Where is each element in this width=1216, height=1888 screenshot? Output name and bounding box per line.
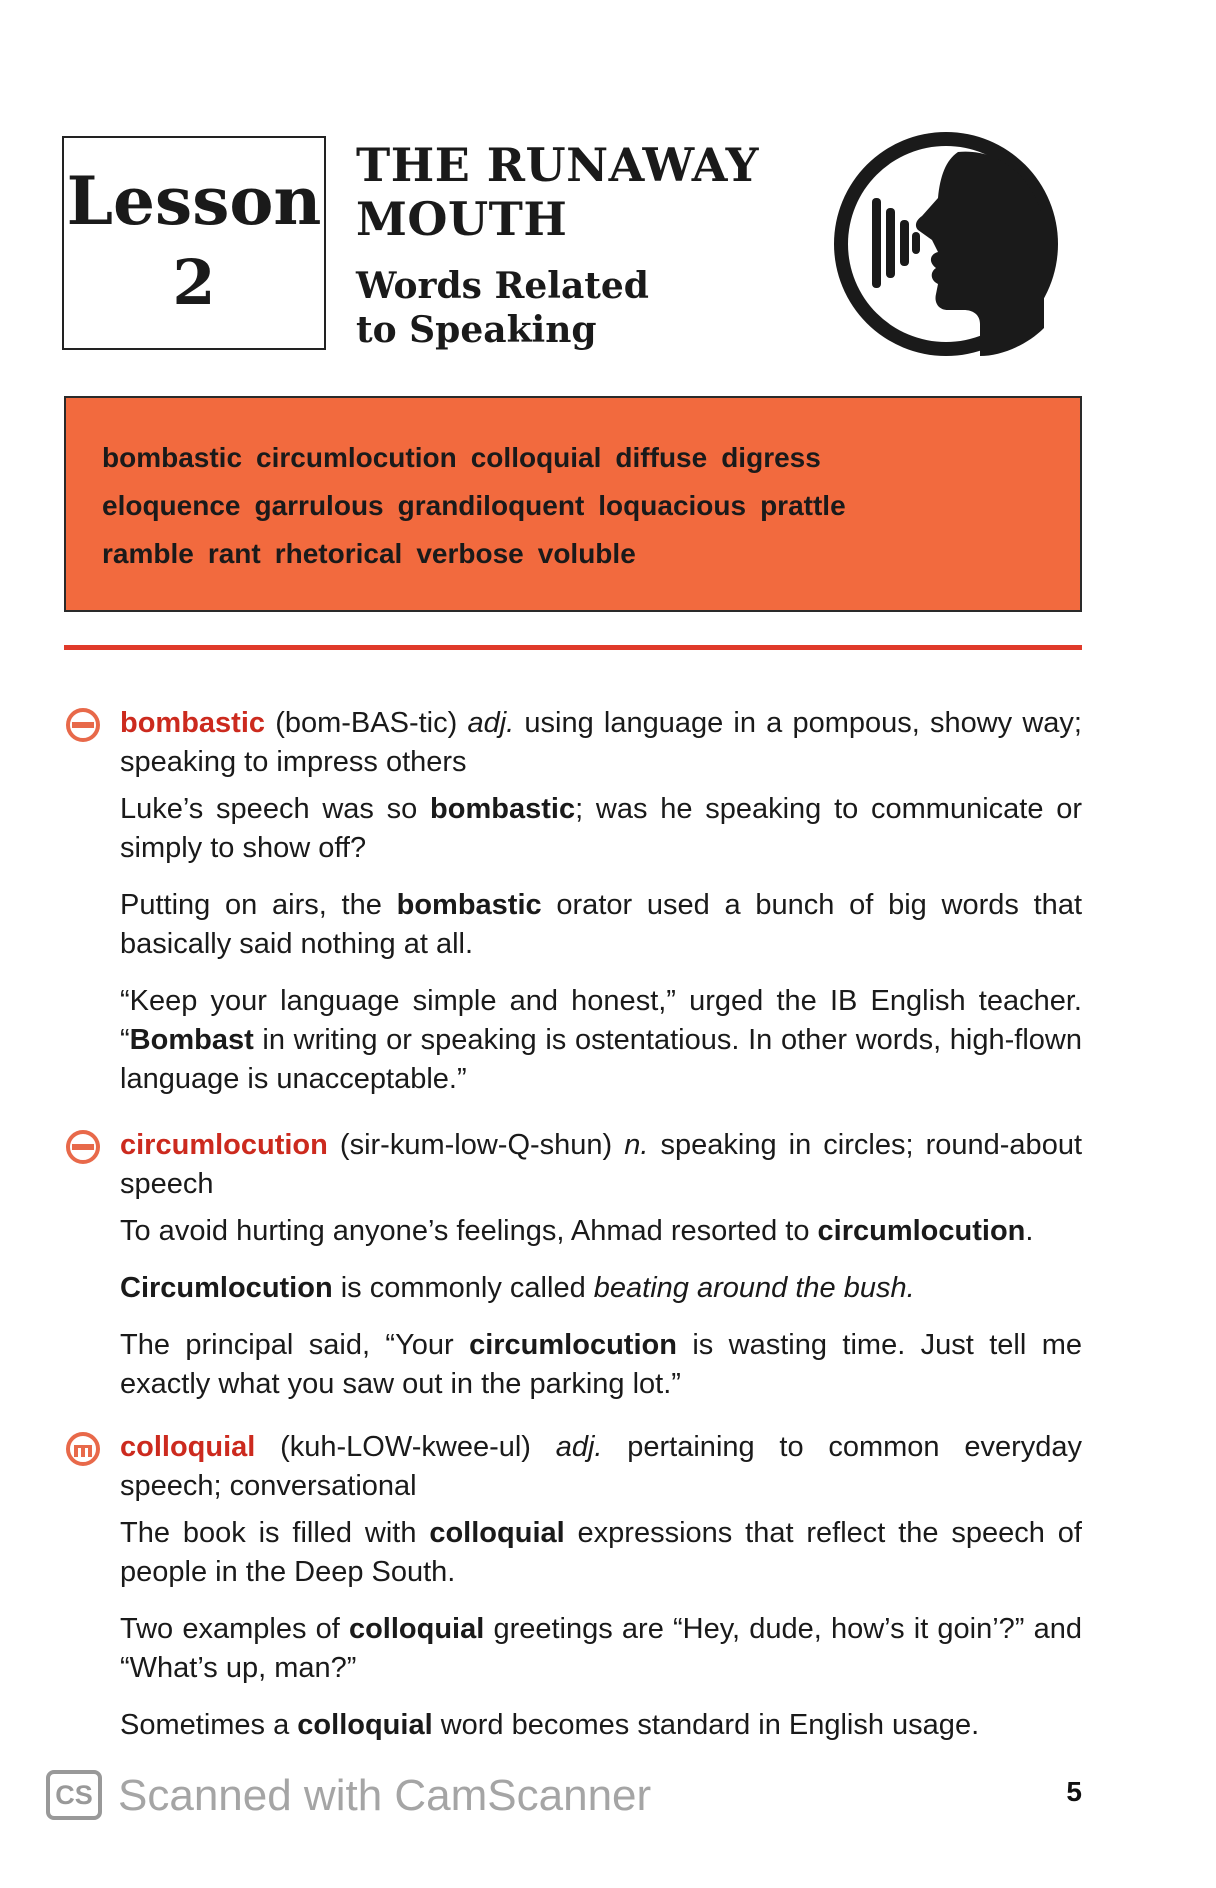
vocabulary-row-2 [102,482,1044,530]
speaking-head-icon [830,128,1062,360]
entry-colloquial [120,1428,1082,1745]
vocab-word: colloquial [470,442,602,473]
vocab-word: grandiloquent [397,490,585,521]
entry-word: colloquial [120,1431,256,1463]
example-sentence: Two examples of colloquial greetings are “Hey, dude, how’s it goin’?” and “What’s up, man?” [120,1613,1083,1684]
entry-definition: pertaining to common everyday speech; conversational [120,1431,1082,1502]
vocab-word: eloquence [102,490,241,521]
entry-pronunciation: (kuh-LOW-kwee-ul) [255,1431,556,1463]
lesson-subtitle [356,264,776,352]
vocab-word: verbose [416,538,524,569]
vocabulary-row-1 [102,434,1044,482]
entry-circumlocution [120,1126,1082,1404]
example-sentence: Putting on airs, the bombastic orator used a bunch of big words that basically said nothing at all. [120,889,1083,960]
example-sentence: To avoid hurting anyone’s feelings, Ahmad resorted to circumlocution. [120,1215,1034,1247]
entry-part-of-speech: adj. [555,1431,603,1463]
example-sentence: Luke’s speech was so bombastic; was he speaking to communicate or simply to show off? [120,793,1083,864]
example-sentence: “Keep your language simple and honest,” urged the IB English teacher. “Bombast in writing or speaking is ostentatious. In other words, high-flown language is unacceptable.” [120,985,1082,1095]
title-line-1: THE RUNAWAY [356,138,760,192]
vocabulary-box [64,396,1082,612]
entry-pronunciation: (bom-BAS-tic) [265,707,468,739]
entry-part-of-speech: adj. [467,707,515,739]
subtitle-line-2: to Speaking [356,309,597,351]
lesson-number: 2 [172,246,216,319]
vocab-word: voluble [537,538,636,569]
entry-word: circumlocution [120,1129,328,1161]
camscanner-logo-icon: CS [46,1770,102,1820]
entry-definition: using language in a pompous, showy way; speaking to impress others [120,707,1082,778]
entry-pronunciation: (sir-kum-low-Q-shun) [327,1129,625,1161]
vocab-word: circumlocution [256,442,457,473]
example-sentence: Sometimes a colloquial word becomes standard in English usage. [120,1709,980,1741]
vocab-word: digress [721,442,821,473]
vocab-word: garrulous [254,490,384,521]
page-number: 5 [1066,1776,1082,1807]
vocab-word: loquacious [598,490,747,521]
pronunciation-badge-icon [66,1130,100,1164]
vocabulary-row-3 [102,530,1044,578]
lesson-box [62,136,326,350]
lesson-title [356,138,776,246]
example-sentence: Circumlocution is commonly called beating around the bush. [120,1272,915,1304]
title-block [356,138,776,352]
vocab-word: prattle [760,490,846,521]
vocab-word: ramble [102,538,194,569]
entry-headline [120,704,1082,782]
section-divider [64,645,1082,650]
vocab-word: diffuse [615,442,708,473]
page-footer [46,1762,1082,1832]
vocab-word: rant [207,538,261,569]
entry-headline [120,1428,1082,1506]
title-line-2: MOUTH [356,192,568,246]
example-sentence: The principal said, “Your circumlocution is wasting time. Just tell me exactly what you saw out in the parking lot.” [120,1329,1082,1400]
pronunciation-badge-icon [66,1432,100,1466]
vocab-word: rhetorical [274,538,403,569]
entry-part-of-speech: n. [624,1129,649,1161]
example-sentence: The book is filled with colloquial expressions that reflect the speech of people in the Deep South. [120,1517,1082,1588]
pronunciation-badge-icon [66,708,100,742]
entry-word: bombastic [120,707,266,739]
subtitle-line-1: Words Related [356,265,649,307]
vocab-word: bombastic [102,442,243,473]
entry-bombastic [120,704,1082,1099]
entry-definition: speaking in circles; round-about speech [120,1129,1083,1200]
entry-headline [120,1126,1082,1204]
lesson-label: Lesson [66,162,322,240]
scanner-watermark: Scanned with CamScanner [118,1771,652,1820]
